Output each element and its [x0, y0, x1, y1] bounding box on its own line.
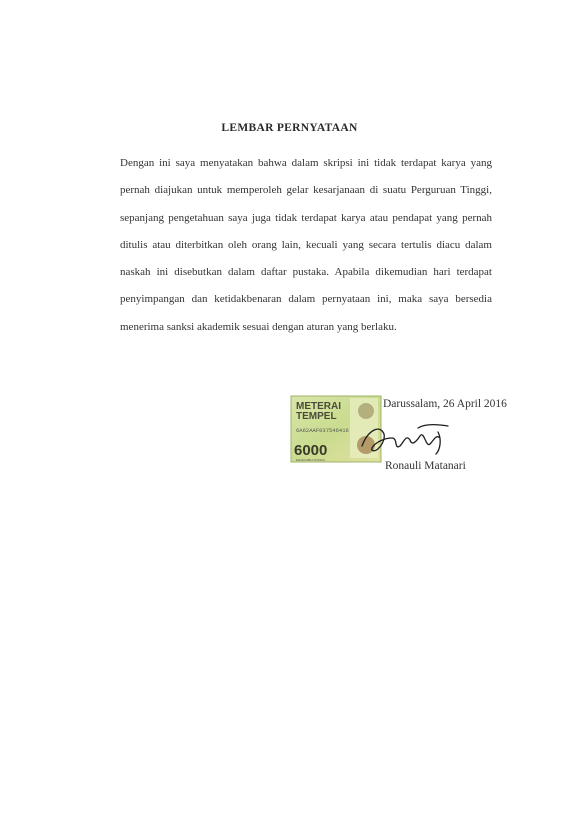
statement-paragraph: [120, 150, 492, 341]
handwritten-signature: [358, 420, 458, 460]
place-date: Darussalam, 26 April 2016: [383, 398, 507, 410]
paragraph-line: pernah diajukan untuk memperoleh gelar kesarjanaan di suatu Perguruan Tinggi,: [120, 184, 492, 197]
paragraph-line: ditulis atau diterbitkan oleh orang lain, kecuali yang secara tertulis diacu dalam: [120, 238, 492, 251]
paragraph-line: Dengan ini saya menyatakan bahwa dalam skripsi ini tidak terdapat karya yang: [120, 157, 492, 169]
stamp-line1: METERAI: [296, 401, 341, 412]
document-title: LEMBAR PERNYATAAN: [221, 122, 358, 134]
stamp-value: 6000: [294, 442, 328, 459]
paragraph-line: penyimpangan dan ketidakbenaran dalam pernyataan ini, maka saya bersedia: [120, 293, 492, 306]
paragraph-line: menerima sanksi akademik sesuai dengan aturan yang berlaku.: [120, 320, 397, 333]
signer-name: Ronauli Matanari: [385, 460, 466, 472]
paragraph-line: naskah ini disebutkan dalam daftar pustaka. Apabila dikemudian hari terdapat: [120, 266, 492, 279]
paragraph-line: sepanjang pengetahuan saya juga tidak terdapat karya atau pendapat yang pernah: [120, 211, 492, 224]
stamp-value-words: ENAM RIBU RUPIAH: [296, 458, 325, 462]
stamp-line2: TEMPEL: [296, 411, 337, 422]
stamp-serial: 6A62AAF037546416: [296, 427, 349, 434]
